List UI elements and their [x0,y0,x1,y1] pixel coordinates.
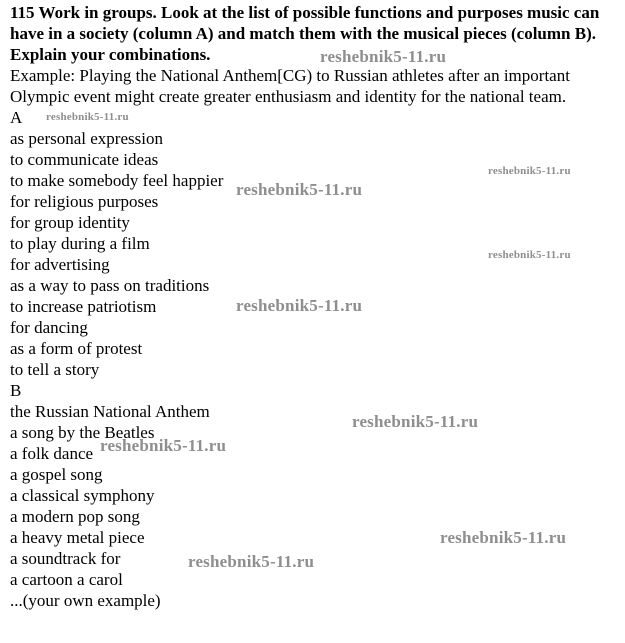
column-a-item: for advertising [10,255,110,274]
watermark: reshebnik5-11.ru [352,412,479,431]
column-b-item: a cartoon a carol [10,570,123,589]
column-a [10,107,615,380]
column-a-item: for dancing [10,318,88,337]
column-a-item: as a form of protest [10,339,143,358]
column-a-item: to play during a film [10,234,150,253]
column-b [10,380,615,611]
column-b-label: B [10,381,22,400]
column-a-item: to make somebody feel happier [10,171,224,190]
column-a-item: as personal expression [10,129,163,148]
column-b-item: a soundtrack for [10,549,121,568]
watermark: reshebnik5-11.ru [236,296,363,315]
column-a-label: A [10,108,23,127]
column-b-item: the Russian National Anthem [10,402,210,421]
watermark: reshebnik5-11.ru [46,111,129,123]
column-b-item: a heavy metal piece [10,528,145,547]
watermark: reshebnik5-11.ru [320,47,447,66]
column-b-item: a song by the Beatles [10,423,155,442]
column-a-item: for group identity [10,213,130,232]
watermark: reshebnik5-11.ru [100,436,227,455]
column-b-item: a modern pop song [10,507,140,526]
watermark: reshebnik5-11.ru [488,165,571,177]
column-a-item: as a way to pass on traditions [10,276,210,295]
exercise-heading: 115 Work in groups. Look at the list of possible functions and purposes music can have in a society (column A) and match them with the musical pieces (column B). Explain your combinations. [10,3,600,64]
example-text: Example: Playing the National Anthem[CG) to Russian athletes after an important Olympic event might create greater enthusiasm and identity for the national team. [10,66,570,106]
column-b-item: a classical symphony [10,486,155,505]
column-a-item: to tell a story [10,360,100,379]
column-a-item: to increase patriotism [10,297,157,316]
watermark: reshebnik5-11.ru [236,180,363,199]
column-b-item: a gospel song [10,465,103,484]
column-a-item: to communicate ideas [10,150,159,169]
column-b-item: a folk dance [10,444,94,463]
column-b-item: ...(your own example) [10,591,161,610]
column-a-item: for religious purposes [10,192,159,211]
watermark: reshebnik5-11.ru [440,528,567,547]
watermark: reshebnik5-11.ru [488,249,571,261]
watermark: reshebnik5-11.ru [188,552,315,571]
